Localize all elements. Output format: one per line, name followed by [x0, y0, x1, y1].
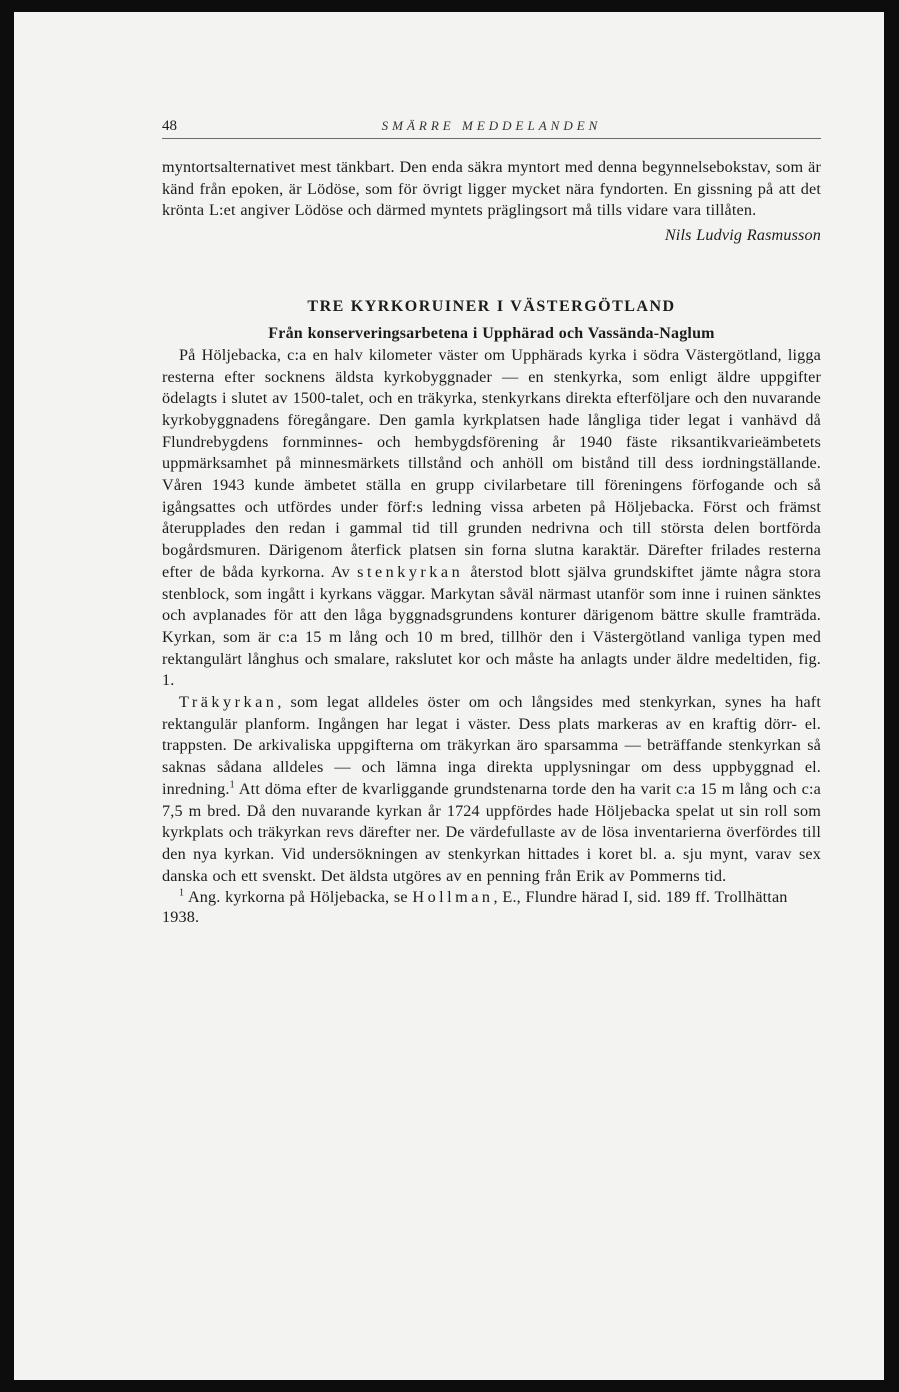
- page-content: [162, 116, 821, 927]
- footnote-author: Hollman: [412, 888, 494, 907]
- paragraph-1-text-a: På Höljebacka, c:a en halv kilometer väster om Upphärads kyrka i södra Västergötland, ligga resterna efter socknens äldsta kyrkobyggnader — en stenkyrka, som enligt äldre uppgifter ödelagts i slutet av 1500-talet, och en träkyrka, stenkyrkans direkta efterföljare och den nuvarande kyrkobyggnadens föregångare. Den gamla kyrkplatsen hade långliga tider legat i vanhävd då Flundrebygdens fornminnes- och hembygdsförening år 1940 fäste riksantikvarieämbetets uppmärksamhet på minnesmärkets tillstånd och anhöll om bistånd till dess iordningställande. Våren 1943 kunde ämbetet ställa en grupp civilarbetare till föreningens förfogande och så igångsattes och utfördes under förf:s ledning vissa arbeten på Höljebacka. Först och främst återupplades den redan i gammal tid till grunden nedrivna och till största delen bortförda bogårdsmuren. Därigenom återfick platsen sin forna slutna karaktär. Därefter frilades resterna efter de båda kyrkorna. Av: [162, 345, 821, 581]
- paragraph-2-text-a: , som legat alldeles öster om och långsides med stenkyrkan, synes ha haft rektangulär planform. Ingången har legat i väster. Dess plats markeras av en kraftig dörr- el. trappsten. De arkivaliska uppgifterna om träkyrkan äro sparsamma — beträffande stenkyrkan så saknas sådana alldeles — och lämna inga direkta upplysningar om dess uppbyggnad el. inredning.: [162, 693, 821, 798]
- scanned-page: [14, 12, 884, 1380]
- footnote-reference: 1: [229, 779, 235, 791]
- footnote-text-b: , E., Flundre härad I, sid. 189 ff. Trollhättan 1938.: [162, 888, 788, 927]
- article-paragraph-2: [162, 692, 821, 887]
- running-title: SMÄRRE MEDDELANDEN: [381, 118, 602, 133]
- page-number: 48: [162, 118, 177, 134]
- body-text: [162, 157, 821, 927]
- running-head: [162, 116, 821, 139]
- footnote-text-a: Ang. kyrkorna på Höljebacka, se: [184, 888, 413, 907]
- paragraph-2-text-b: Att döma efter de kvarliggande grundstenarna torde den ha varit c:a 15 m lång och c:a 7,5 m bred. Då den nuvarande kyrkan år 1724 uppfördes hade Höljebacka spelat ut sin roll som kyrkplats och träkyrkan revs därefter ner. De värdefullaste av de lösa inventarierna överfördes till den nya kyrkan. Vid undersökningen av stenkyrkan hittades i koret bl. a. sju mynt, varav sex danska och ett svenskt. Det äldsta utgöres av en penning från Erik av Pommerns tid.: [162, 779, 821, 885]
- author-signature: Nils Ludvig Rasmusson: [664, 226, 821, 245]
- article-subtitle: Från konserveringsarbetena i Upphärad och Vassända-Naglum: [268, 324, 715, 342]
- paragraph-1-text-b: återstod blott själva grundskiftet jämte några stora stenblock, som ingått i kyrkans väggar. Markytan såväl närmast utanför som inne i ruinen sänktes och avplanades för att den låga byggnadsgrundens konturer därigenom bättre skulle framträda. Kyrkan, som är c:a 15 m lång och 10 m bred, tillhör den i Västergötland vanliga typen med rektangulärt långhus och smalare, rakslutet kor och måste ha anlagts under äldre medeltiden, fig. 1.: [162, 562, 822, 690]
- previous-article-closing-paragraph: myntortsalternativet mest tänkbart. Den enda säkra myntort med denna begynnelsebokstav, som är känd från epoken, är Lödöse, som för övrigt ligger mycket nära fyndorten. En gissning på att det krönta L:et angiver Lödöse och därmed myntets präglingsort må tills vidare vara tillåten.: [162, 158, 821, 220]
- footnote-marker: 1: [179, 888, 185, 899]
- emphasis-stenkyrkan: stenkyrkan: [357, 562, 464, 581]
- article-title: TRE KYRKORUINER I VÄSTERGÖTLAND: [307, 297, 676, 315]
- footnote: [162, 887, 821, 927]
- article-paragraph-1: [162, 345, 821, 692]
- emphasis-trakyrkan: Träkyrkan: [179, 693, 278, 712]
